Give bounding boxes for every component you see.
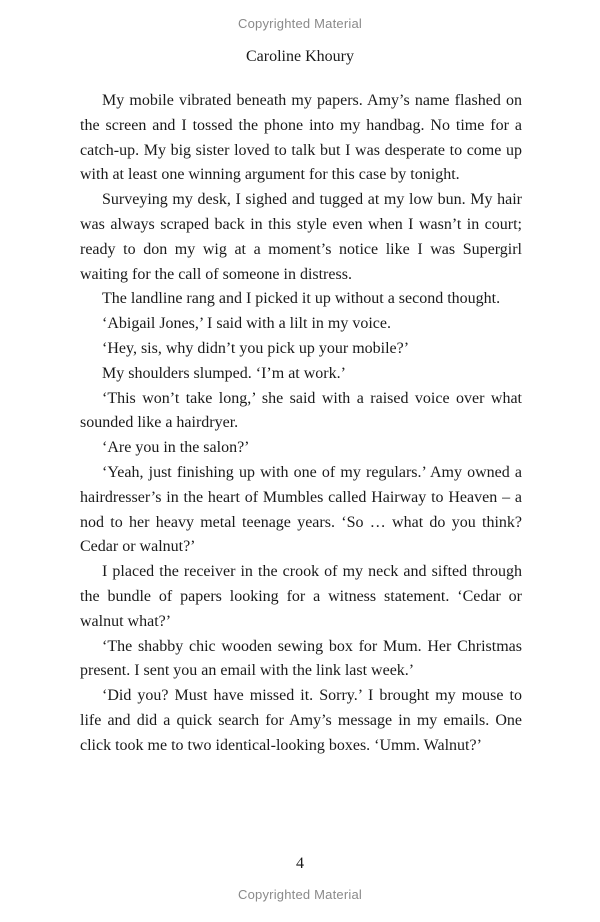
paragraph: ‘The shabby chic wooden sewing box for Mum. Her Christmas present. I sent you an email with the link last week.’ <box>80 637 522 680</box>
paragraph: ‘Did you? Must have missed it. Sorry.’ I brought my mouse to life and did a quick search for Amy’s message in my emails. One click took me to two identical-looking boxes. ‘Umm. Walnut?’ <box>80 687 522 754</box>
page-body <box>80 89 522 759</box>
paragraph: ‘Abigail Jones,’ I said with a lilt in my voice. <box>102 315 391 333</box>
page-number: 4 <box>296 855 304 872</box>
paragraph: I placed the receiver in the crook of my neck and sifted through the bundle of papers looking for a witness statement. ‘Cedar or walnut what?’ <box>80 563 522 630</box>
paragraph: My shoulders slumped. ‘I’m at work.’ <box>102 364 346 382</box>
paragraph: ‘Are you in the salon?’ <box>102 439 250 457</box>
paragraph: ‘Yeah, just finishing up with one of my regulars.’ Amy owned a hairdresser’s in the heart of Mumbles called Hairway to Heaven – a nod to her heavy metal teenage years. ‘So … what do you think? Cedar or walnut?’ <box>80 463 522 556</box>
paragraph: ‘This won’t take long,’ she said with a raised voice over what sounded like a hairdryer. <box>80 389 522 432</box>
copyright-watermark-top: Copyrighted Material <box>238 16 362 31</box>
paragraph: Surveying my desk, I sighed and tugged at my low bun. My hair was always scraped back in this style even when I wasn’t in court; ready to don my wig at a moment’s notice like I was Supergirl waiting for the call of someone in distress. <box>80 191 522 283</box>
paragraph: My mobile vibrated beneath my papers. Amy’s name flashed on the screen and I tossed the phone into my handbag. No time for a catch-up. My big sister loved to talk but I was desperate to come up with at least one winning argument for this case by tonight. <box>80 92 522 184</box>
running-head-author: Caroline Khoury <box>246 48 354 65</box>
copyright-watermark-bottom: Copyrighted Material <box>238 887 362 902</box>
paragraph: ‘Hey, sis, why didn’t you pick up your mobile?’ <box>102 339 410 357</box>
paragraph: The landline rang and I picked it up without a second thought. <box>102 290 501 308</box>
